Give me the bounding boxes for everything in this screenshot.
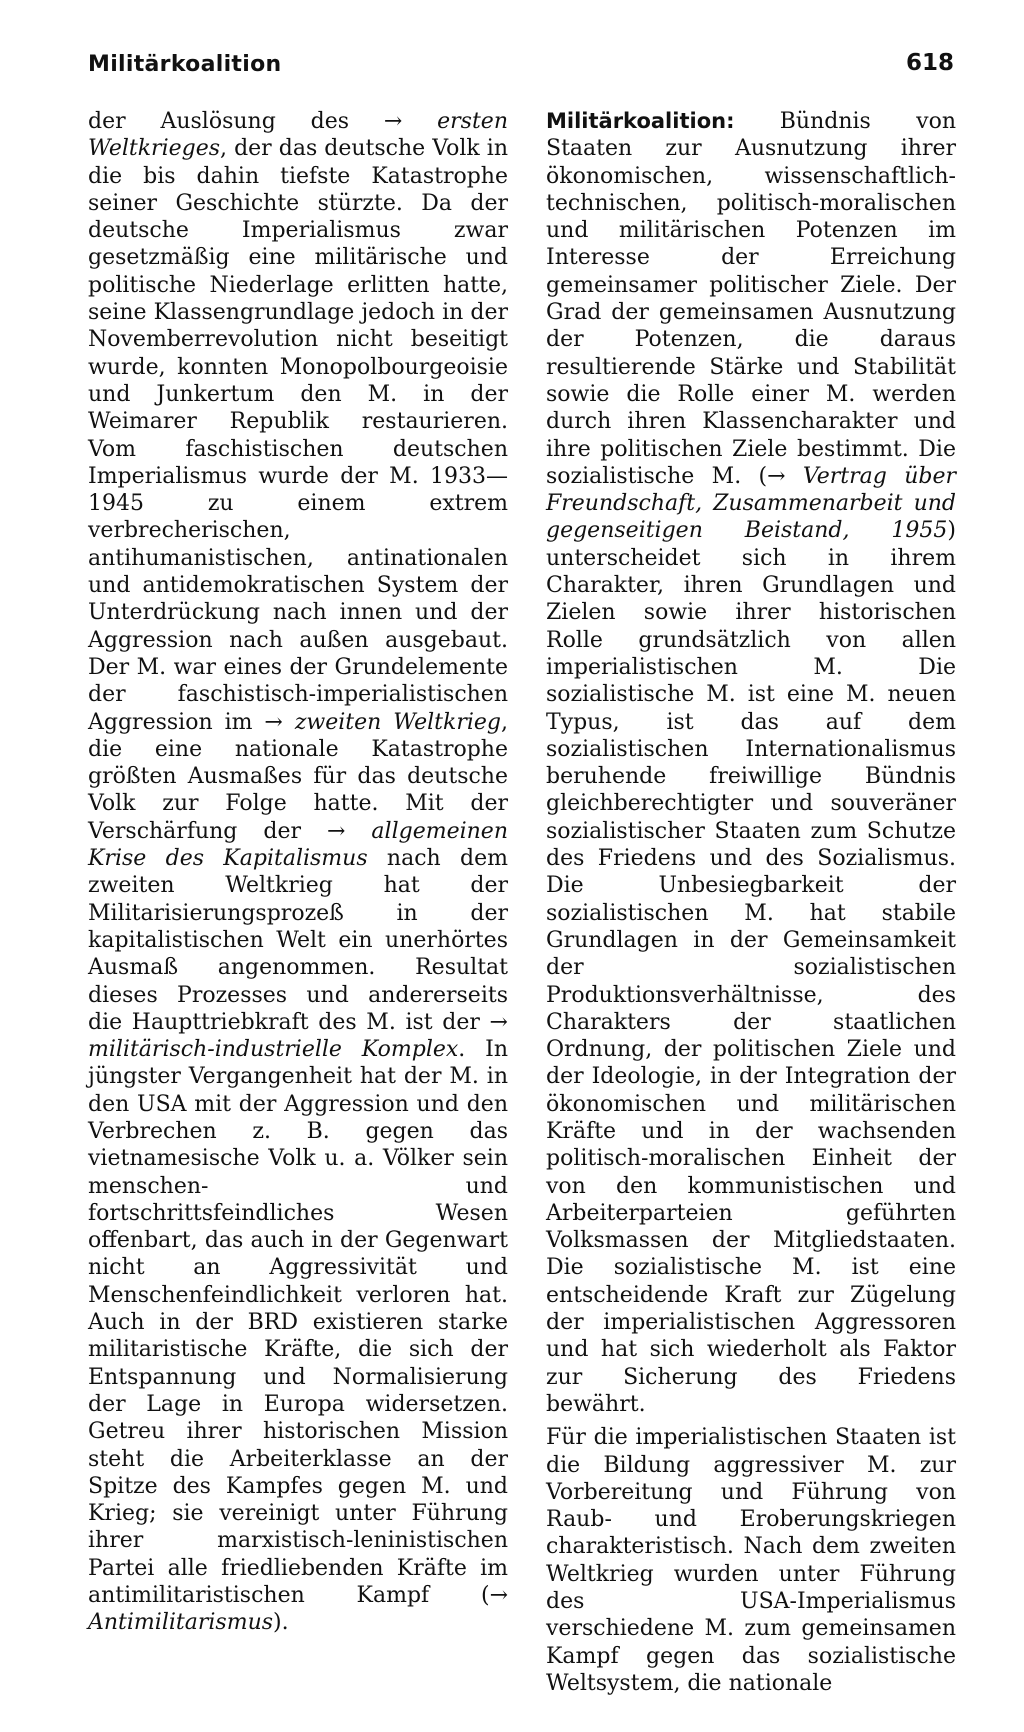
entry-headword: Militärkoalition: bbox=[546, 109, 735, 133]
text-segment: Bündnis von Staaten zur Ausnutzung ihrer ökonomischen, wissenschaftlich-technischen, politisch-moralischen und militärischen Potenzen im Interesse der Erreichung gemeinsamer politischer Ziele. Der Grad der gemeinsamen Ausnutzung der Potenzen, die daraus resultierende Stärke und Stabilität sowie die Rolle einer M. werden durch ihren Klassencharakter und ihre politischen Ziele bestimmt. Die sozialistische M. (→ bbox=[546, 109, 956, 489]
left-column bbox=[88, 108, 508, 1637]
cross-reference: ersten Weltkrieges bbox=[88, 109, 508, 162]
entry-paragraph bbox=[546, 108, 956, 1418]
entry-paragraph-2: Für die imperialistischen Staaten ist die Bildung aggressiver M. zur Vorbereitung und Führung von Raub- und Eroberungskriegen charakteristisch. Nach dem zweiten Weltkrieg wurden unter Führung des USA-Imperialismus verschiedene M. zum gemeinsamen Kampf gegen das sozialistische Weltsystem, die nationale bbox=[546, 1425, 956, 1696]
cross-reference: Antimilitarismus bbox=[88, 1610, 274, 1636]
text-segment: ) unterscheidet sich in ihrem Charakter, ihren Grundlagen und Zielen sowie ihrer historischen Rolle grundsätzlich von allen imperialistischen M. Die sozialistische M. ist eine M. neuen Typus, ist das auf dem sozialistischen Internationalismus beruhende freiwillige Bündnis gleichberechtigter und souveräner sozialistischer Staaten zum Schutze des Friedens und des Sozialismus. Die Unbesiegbarkeit der sozialistischen M. hat stabile Grundlagen in der Gemeinsamkeit der sozialistischen Produktionsverhältnisse, des Charakters der staatlichen Ordnung, der politischen Ziele und der Ideologie, in der Integration der ökonomischen und militärischen Kräfte und in der wachsenden politisch-moralischen Einheit der von den kommunistischen und Arbeiterparteien geführten Volksmassen der Mitgliedstaaten. Die sozialistische M. ist eine entscheidende Kraft zur Zügelung der imperialistischen Aggressoren und hat sich wiederholt als Faktor zur Sicherung des Friedens bewährt. bbox=[546, 518, 956, 1417]
left-column-paragraph bbox=[88, 108, 508, 1637]
cross-reference: militärisch-industrielle Komplex bbox=[88, 1037, 459, 1063]
text-segment: ). bbox=[273, 1610, 289, 1636]
running-title: Militärkoalition bbox=[88, 52, 282, 77]
text-segment: , die eine nationale Katastrophe größten Ausmaßes für das deutsche Volk zur Folge hatte. Mit der Verschärfung der → bbox=[88, 709, 508, 844]
page-number: 618 bbox=[905, 50, 954, 76]
text-segment: . In jüngster Vergangenheit hat der M. in den USA mit der Aggression und den Verbrechen z. B. gegen das vietnamesische Volk u. a. Völker sein menschen- und fortschrittsfeindliches Wesen offenbart, das auch in der Gegenwart nicht an Aggressivität und Menschenfeindlichkeit verloren hat. Auch in der BRD existieren starke militaristische Kräfte, die sich der Entspannung und Normalisierung der Lage in Europa widersetzen. Getreu ihrer historischen Mission steht die Arbeiterklasse an der Spitze des Kampfes gegen M. und Krieg; sie vereinigt unter Führung ihrer marxistisch-leninistischen Partei alle friedliebenden Kräfte im antimilitaristischen Kampf (→ bbox=[88, 1037, 508, 1609]
cross-reference: Vertrag über Freundschaft, Zusammenarbeit und gegenseitigen Beistand, 1955 bbox=[546, 463, 956, 544]
cross-reference: zweiten Weltkrieg bbox=[294, 709, 501, 735]
text-segment: , der das deutsche Volk in die bis dahin tiefste Katastrophe seiner Geschichte stürzte. Da der deutsche Imperialismus zwar gesetzmäßig eine militärische und politische Niederlage erlitten hatte, seine Klassengrundlage jedoch in der Novemberrevolution nicht beseitigt wurde, konnten Monopolbourgeoisie und Junkertum den M. in der Weimarer Republik restaurieren. Vom faschistischen deutschen Imperialismus wurde der M. 1933—1945 zu einem extrem verbrecherischen, antihumanistischen, antinationalen und antidemokratischen System der Unterdrückung nach innen und der Aggression nach außen ausgebaut. Der M. war eines der Grundelemente der faschistisch-imperialistischen Aggression im → bbox=[88, 136, 508, 735]
right-column bbox=[546, 108, 956, 1697]
cross-reference: allgemeinen Krise des Kapitalismus bbox=[88, 818, 508, 872]
text-segment: der Auslösung des → bbox=[88, 109, 438, 134]
text-segment: nach dem zweiten Weltkrieg hat der Militarisierungsprozeß in der kapitalistischen Welt ein unerhörtes Ausmaß angenommen. Resultat dieses Prozesses und andererseits die Haupttriebkraft des M. ist der → bbox=[88, 846, 508, 1035]
